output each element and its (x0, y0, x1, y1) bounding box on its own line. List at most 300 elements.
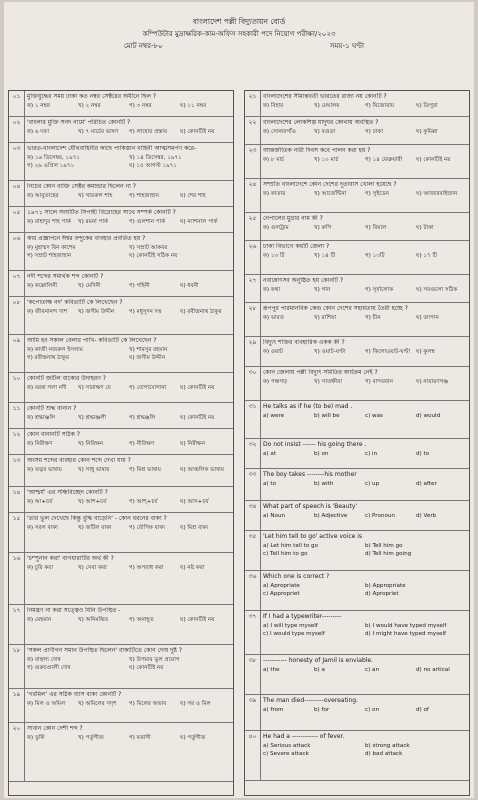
answer-option: c) an (365, 667, 380, 673)
answer-options (27, 192, 231, 200)
question-item (245, 117, 469, 145)
answer-options (27, 128, 231, 136)
question-number: ৩৯ (245, 695, 261, 730)
question-stem: কোনটি জটিল বাক্যের উদাহরণ ? (27, 375, 106, 382)
answer-option: খ) উপমার ভুল প্রয়োগ (129, 657, 180, 663)
answer-option: খ) আর্জেন্টিনা (314, 191, 347, 197)
question-stem: বাংলাদেশের সীমান্তবর্তী ভারতের রাজ্য নয় কোনটি ? (263, 93, 387, 100)
question-number: ০৩ (9, 143, 25, 180)
question-number: ১৮ (9, 645, 25, 688)
answer-option: গ) লাহোর প্রস্তাব (129, 129, 168, 135)
answer-option: গ) মধুসূদন দত্ত (129, 309, 162, 315)
answer-option: ঘ) নষ্ট করা (180, 565, 205, 571)
answer-option: ঘ) নারায়ণগঞ্জ (416, 379, 449, 385)
answer-option: ঘ) জাপান (416, 315, 439, 321)
question-stem: নদী শব্দের সমার্থক শব্দ কোনটি ? (27, 273, 104, 280)
answer-options (27, 384, 231, 392)
question-item (245, 401, 469, 439)
answer-option: খ) বগুড়া (314, 129, 336, 135)
answer-option: c) Pronoun (365, 513, 395, 519)
answer-option: গ) নীরিক্ষণ (129, 441, 155, 447)
answer-options (263, 450, 467, 458)
answer-option: ক) চুরি করা (27, 565, 53, 571)
answer-option: ঘ) আস+চর্য (180, 499, 209, 505)
answer-option: ক) মুহাম্মদ বিন কাশেম (27, 245, 76, 251)
question-stem: সাবান কোন দেশী শব্দ ? (27, 725, 83, 732)
question-item (245, 91, 469, 117)
answer-options (263, 542, 467, 558)
exam-paper (4, 2, 474, 798)
question-stem: কোন বানানটি সঠিক ? (27, 431, 80, 438)
question-number: ২৮ (245, 303, 261, 336)
answer-option: d) of (416, 707, 429, 713)
answer-options (263, 378, 467, 386)
answer-options (27, 564, 231, 572)
answer-option: a) to (263, 481, 277, 487)
answer-options (263, 742, 467, 758)
question-number: ৩৫ (245, 531, 261, 570)
question-number: ১১ (9, 403, 25, 428)
answer-option: ক) মেহমান (27, 617, 52, 623)
question-number: ৩১ (245, 401, 261, 438)
question-number: ১০ (9, 373, 25, 402)
answer-option: খ) অমিলের সদৃশ (78, 701, 117, 707)
answer-option: ঘ) সবগুলো সঠিক (416, 287, 458, 293)
answer-options (27, 466, 231, 474)
answer-option: ক) ১ নম্বর (27, 103, 50, 109)
question-item (245, 439, 469, 469)
answer-option: ঘ) টাকা (416, 225, 434, 231)
answer-option: b) strong attack (365, 743, 410, 749)
board-name: বাংলাদেশ পল্লী বিদ্যুতায়ন বোর্ড (192, 17, 286, 26)
answer-options (27, 308, 231, 316)
question-item (245, 337, 469, 367)
answer-option: a) from (263, 707, 284, 713)
answer-option: গ) অনাহূত (129, 617, 154, 623)
answer-option: ক) তুর্কি (27, 735, 45, 741)
question-number: ১৯ (9, 689, 25, 722)
answer-option: b) a (314, 667, 325, 673)
answer-option: গ) যৌগিক বাক্য (129, 525, 165, 531)
answer-options (263, 666, 467, 674)
question-number: ৩৩ (245, 469, 261, 500)
question-stem: 'কপোতাক্ষ নদ' কবিতাটি কে লিখেছেন ? (27, 299, 123, 306)
answer-option: ঘ) আজারবাইজান (416, 191, 458, 197)
answer-option: ঘ) ১৫ আগস্ট ১৯৭১ (129, 163, 178, 169)
answer-option: d) after (416, 481, 437, 487)
answer-options (27, 734, 231, 742)
answer-options (263, 102, 467, 110)
answer-options (27, 524, 231, 532)
question-number: ২০ (9, 723, 25, 781)
question-number: ২৬ (245, 241, 261, 274)
question-stem: Do not insist ------ his going there . (263, 441, 367, 448)
question-number: ৩২ (245, 439, 261, 468)
answer-option: খ) জসীম উদ্দীন (78, 309, 115, 315)
answer-option: খ) খায়রুল শাহ (78, 193, 113, 199)
answer-option: খ) জটিল বাক্য (78, 525, 112, 531)
answer-option: গ) মিলের অভাব (129, 701, 167, 707)
answer-option: ক) কাতার (263, 191, 286, 197)
question-item (245, 655, 469, 695)
answer-option: d) I might have typed myself (365, 631, 446, 637)
answer-option: d) Tell him going (365, 551, 412, 557)
question-stem: নবান্নোৎসব অনুষ্ঠিত হয় কোনটি ? (263, 277, 344, 284)
question-stem: ----------- honesty of Jamil is enviable. (263, 657, 374, 664)
answer-option: b) for (314, 707, 330, 713)
answer-options (263, 286, 467, 294)
answer-option: ক) কল্লোলিনী (27, 283, 58, 289)
question-number: ২১ (245, 91, 261, 116)
question-column-left (8, 90, 234, 796)
answer-options (27, 616, 231, 624)
question-number: ৪০ (245, 731, 261, 780)
answer-option: খ) অনিমন্ত্রিত (78, 617, 109, 623)
answer-option: c) Tell him to go (263, 551, 308, 557)
question-stem: Which one is correct ? (263, 573, 330, 580)
answer-option: খ) ২ নম্বর (78, 103, 101, 109)
answer-option: ঘ) আঞ্চলিক ভাষায় (180, 467, 225, 473)
question-stem: বিদ্যুৎ শক্তির ব্যবহারিক একক কী ? (263, 339, 345, 346)
question-item (245, 241, 469, 275)
answer-option: c) on (365, 707, 380, 713)
question-stem: নিমন্ত্রণ না করা সত্ত্বেও যিনি উপস্থিত - (27, 607, 121, 614)
question-number: ০৮ (9, 297, 25, 334)
answer-options (263, 622, 467, 638)
answer-option: ক) জীবনানন্দ দাশ (27, 309, 68, 315)
question-stem: What part of speech is 'Beauty' (263, 503, 358, 510)
answer-option: খ) গান (314, 287, 331, 293)
answer-options (263, 412, 467, 420)
answer-option: ঘ) কোনটিই নয় (416, 157, 451, 163)
answer-option: খ) শামসুর রহমান (129, 347, 168, 353)
question-item (245, 275, 469, 303)
question-item (9, 373, 233, 403)
question-number: ০৭ (9, 271, 25, 296)
question-item (9, 271, 233, 297)
answer-option: a) Serious attack (263, 743, 311, 749)
total-marks: মোট নম্বর-৮০ (124, 42, 163, 50)
answer-option: ঘ) ১১ নম্বর (180, 103, 207, 109)
question-number: ২৪ (245, 179, 261, 212)
question-number: ১৫ (9, 513, 25, 552)
question-item (245, 731, 469, 781)
answer-option: ঘ) নিরীক্ষন (180, 441, 205, 447)
answer-options (263, 480, 467, 488)
answer-option: ক) ১৬ ডিসেম্বর, ১৯৭১ (27, 155, 81, 161)
answer-option: গ) ফরাসী (129, 735, 151, 741)
answer-options (263, 128, 467, 136)
answer-option: a) were (263, 413, 285, 419)
answer-option: ক) ভারত (263, 315, 284, 321)
question-number: ১৬ (9, 553, 25, 604)
question-item (9, 233, 233, 271)
question-item (9, 455, 233, 487)
question-stem: বাংলাদেশের লোকশিল্প যাদুঘর কোথায় অবস্থিত ? (263, 119, 379, 126)
question-item (245, 571, 469, 611)
answer-option: ক) শ্রদ্ধাঞ্জলি (27, 415, 56, 421)
question-item (245, 367, 469, 401)
answer-option: d) Apropriet (365, 591, 399, 597)
answer-option: ঘ) ধবনী (180, 283, 199, 289)
answer-option: d) no artical (416, 667, 450, 673)
answer-option: খ) ১৪ ডিসেম্বর, ১৯৭১ (129, 155, 182, 161)
answer-option: b) Adjective (314, 513, 348, 519)
answer-option: গ) গহিনী (129, 283, 150, 289)
question-number: ২৯ (245, 337, 261, 366)
answer-option: ঘ) গর ও মিল (180, 701, 211, 707)
question-number: ০৫ (9, 207, 25, 232)
answer-option: ঘ) ১৭ টি (416, 253, 438, 259)
answer-option: গ) সুইডেন (365, 191, 389, 197)
question-stem: আমি হব সকাল বেলার পাখি- কবিতাটি কে লিখেছেন ? (27, 337, 157, 344)
question-item (245, 469, 469, 501)
question-item (9, 689, 233, 723)
question-column-right (244, 90, 470, 796)
answer-option: খ) পর্তুগীজ (78, 735, 104, 741)
question-number: ০৪ (9, 181, 25, 206)
question-item (9, 487, 233, 513)
question-number: ১৪ (9, 487, 25, 512)
question-number: ১৩ (9, 455, 25, 486)
answer-options (27, 440, 231, 448)
answer-option: ক) বরষা গলা নদী (27, 385, 67, 391)
answer-option: গ) ১৩টি (365, 253, 385, 259)
answer-option: গ) অপরাধ করা (129, 565, 164, 571)
answer-option: গ) চীন (365, 315, 381, 321)
answer-option: খ) নিরিক্ষন (78, 441, 104, 447)
question-number: ১৭ (9, 605, 25, 644)
question-item (245, 531, 469, 571)
answer-options (27, 102, 231, 110)
answer-option: c) Severe attack (263, 751, 309, 757)
question-stem: রূপপুর পারমানবিক কেন্দ্র কোন দেশের সহায়তায় তৈরী হচ্ছে ? (263, 305, 408, 312)
question-number: ২২ (245, 117, 261, 144)
answer-option: গ) আশ্+চর্য (129, 499, 158, 505)
answer-option: ঘ) রবীন্দ্রনাথ ঠাকুর (180, 309, 222, 315)
answer-option: ঘ) কোনটিই নয় (129, 665, 164, 671)
answer-option: ঘ) কোনটিই নয় (180, 129, 215, 135)
answer-option: ঘ) ত্রিপুরা (416, 103, 438, 109)
answer-options (27, 154, 231, 170)
answer-option: গ) শাহজাহান (129, 193, 160, 199)
answer-options (263, 190, 467, 198)
question-number: ০১ (9, 91, 25, 116)
question-stem: মুক্তিযুদ্ধের সময় ঢাকা কত নম্বর সেক্টরের অধীনে ছিল ? (27, 93, 157, 100)
question-number: ০৬ (9, 233, 25, 270)
question-item (9, 403, 233, 429)
answer-option: c) was (365, 413, 383, 419)
answer-option: b) Tell him go (365, 543, 403, 549)
answer-option: খ) মেদিনী (78, 283, 101, 289)
answer-option: ক) সোনারগাঁও (263, 129, 296, 135)
question-stem: 'তার ভুল দেখেছে কিন্তু বুদ্ধি বাড়েনি' - কোন ধরনের বাক্য ? (27, 515, 167, 522)
answer-option: ক) কথা (263, 287, 281, 293)
answer-option: ক) বাহুল্য দোষ (27, 657, 61, 663)
exam-meta (4, 40, 474, 52)
answer-option: খ) রাশিয়া (314, 315, 337, 321)
answer-option: গ) ৩ নম্বর (129, 103, 152, 109)
question-item (9, 143, 233, 181)
answer-option: খ) শ্রদ্ধাঞ্জলী (78, 415, 106, 421)
question-stem: নিচের কোন ব্যক্তি সেক্টর কমান্ডার ছিলেন না ? (27, 183, 136, 190)
answer-options (27, 414, 231, 422)
question-stem: আন্তর্জাতিক নারী দিবস কবে পালন করা হয় ? (263, 147, 371, 154)
answer-option: গ) মিশ্র ভাষায় (129, 467, 161, 473)
answer-options (263, 348, 467, 356)
question-stem: The boy takes --------his mother (263, 471, 357, 478)
answer-option: ক) নিরীক্ষণ (27, 441, 53, 447)
answer-option: ক) সরল বাক্য (27, 525, 58, 531)
question-stem: ঢাকা বিভাগে কয়টি জেলা ? (263, 243, 330, 250)
question-number: ৩০ (245, 367, 261, 400)
answer-option: b) Appropriate (365, 583, 406, 589)
answer-option: ক) আবুতাহের (27, 193, 59, 199)
question-number: ২৩ (245, 145, 261, 178)
answer-option: খ) আশ+চর্য (78, 499, 107, 505)
answer-option: গ) কিলোওয়াট-ঘণ্টা (365, 349, 410, 355)
answer-option: খ) সাতক্ষীরা (314, 379, 342, 385)
question-item (9, 553, 233, 605)
answer-option: d) Verb (416, 513, 437, 519)
answer-options (263, 512, 467, 520)
question-stem: নেপালের মুদ্রার নাম কী ? (263, 215, 323, 222)
answer-option: ক) পঞ্চগড় (263, 379, 288, 385)
question-stem: ভারত-বাংলাদেশ যৌথবাহিনীর কাছে পাকিস্তান বাহিনী আত্মসমর্পণ করে- (27, 145, 197, 152)
question-number: ০৯ (9, 335, 25, 372)
answer-option: গ) ঢাকা (365, 129, 383, 135)
answer-option: গ) রবীন্দ্রনাথ ঠাকুর (27, 355, 69, 361)
answer-option: d) would (416, 413, 441, 419)
question-item (9, 605, 233, 645)
answer-option: খ) রমনা পার্ক (78, 219, 108, 225)
answer-option: ঘ) কোনটিই নয় (180, 415, 215, 421)
answer-option: গ) ১৪ ফেব্রুয়ারী (365, 157, 403, 163)
question-item (9, 335, 233, 373)
answer-option: ঘ) কুমিল্লা (416, 129, 438, 135)
question-stem: 'গরমিল' এর সঠিক ব্যাস বাক্য কোনটি ? (27, 691, 122, 698)
answer-option: ক) গুলট্রাম (263, 225, 289, 231)
question-item (245, 145, 469, 179)
question-stem: 'আশ্চর্য' এর সন্ধিবিচ্ছেদ কোনটি ? (27, 489, 108, 496)
answer-option: গ) গুলশান পার্ক (129, 219, 166, 225)
answer-option: c) in (365, 451, 378, 457)
question-number: ১২ (9, 429, 25, 454)
answer-option: d) bad attack (365, 751, 403, 757)
question-item (9, 181, 233, 207)
answer-option: c) up (365, 481, 380, 487)
answer-option: ঘ) কুলম্ব (416, 349, 435, 355)
answer-option: ক) ১৩ টি (263, 253, 285, 259)
answer-options (27, 218, 231, 226)
time-allowed: সময়-১ ঘণ্টা (329, 42, 364, 50)
answer-option: খ) সাধু ভাষায় (78, 467, 110, 473)
answer-option: a) at (263, 451, 277, 457)
answer-options (263, 314, 467, 322)
answer-option: খ) ১০ মার্চ (314, 157, 339, 163)
answer-option: ঘ) কোনটিই নয় (180, 385, 215, 391)
question-stem: 'বাংলার মুক্তি সনদ নামে' পরিচিত কোনটি ? (27, 119, 131, 126)
answer-option: ঘ) মিশ্র বাক্য (180, 525, 209, 531)
answer-option: গ) মিজোরাম (365, 103, 395, 109)
answer-option: a) Apropriate (263, 583, 300, 589)
question-item (245, 213, 469, 241)
question-item (9, 513, 233, 553)
answer-option: গ) সূর্যালোক (365, 287, 394, 293)
answer-options (263, 706, 467, 714)
answer-option: ক) ওয়াট (263, 349, 283, 355)
answer-option: c) Appropriet (263, 591, 300, 597)
answer-options (27, 346, 231, 362)
exam-title: কম্পিউটার মুদ্রাক্ষরিক-কাম-অফিস সহকারী পদে নিয়োগ পরীক্ষা/২০২৩ (142, 30, 336, 38)
question-stem: ১৯৭১ সালে সংঘটিত সিপাহী বিদ্রোহের সাথে সম্পর্ক কোনটি ? (27, 209, 176, 216)
answer-option: ক) ৮ মার্চ (263, 157, 285, 163)
answer-option: ঘ) কোনটিই সঠিক নয় (129, 253, 178, 259)
question-number: ৩৭ (245, 611, 261, 654)
question-item (245, 501, 469, 531)
question-stem: সম্প্রতি বাংলাদেশে কোন দেশের দূতাবাস খোলা হয়েছে ? (263, 181, 397, 188)
question-stem: কোন জেলায় পল্লী বিদ্যুৎ সমিতির কার্যক্রম নেই ? (263, 369, 378, 376)
answer-option: ঘ) কোনটিই নয় (180, 617, 215, 623)
exam-header (4, 2, 474, 90)
question-item (9, 91, 233, 117)
question-number: ৩৪ (245, 501, 261, 530)
answer-option: গ) যোগাযোগানা (129, 385, 167, 391)
answer-option: ক) মিল ও অমিল (27, 701, 66, 707)
answer-option: a) I will type myself (263, 623, 318, 629)
answer-options (263, 156, 467, 164)
question-item (245, 303, 469, 337)
answer-options (263, 224, 467, 232)
question-number: ০২ (9, 117, 25, 142)
answer-option: ক) ৬ দফা (27, 129, 49, 135)
answer-option: গ) সম্রাট শাহজাহান (27, 253, 72, 259)
answer-option: ক) বিহার (263, 103, 284, 109)
answer-options (27, 282, 231, 290)
question-stem: 'সকল প্রাণীগন সমান উপস্থিত ছিলেন' বাক্যটিতে কোন দোষ দুষ্ট ? (27, 647, 182, 654)
question-item (245, 179, 469, 213)
question-item (9, 645, 233, 689)
question-item (245, 695, 469, 731)
question-item (9, 429, 233, 455)
answer-option: a) Let him tell to go (263, 543, 319, 549)
question-item (9, 723, 233, 782)
answer-option: গ) রিয়াল (365, 225, 387, 231)
answer-options (27, 700, 231, 708)
answer-option: গ) বান্দরবান (365, 379, 394, 385)
question-item (245, 611, 469, 655)
answer-option: খ) রুপি (314, 225, 332, 231)
answer-options (263, 582, 467, 598)
question-item (9, 207, 233, 233)
question-stem: The man died---------overeating. (263, 697, 359, 704)
answer-option: ক) বাহাদুর শাহ পার্ক (27, 219, 71, 225)
question-stem: He talks as if he (to be) mad . (263, 403, 353, 410)
question-stem: কোনটি শুদ্ধ বানান ? (27, 405, 77, 412)
answer-option: a) Noun (263, 513, 286, 519)
answer-options (263, 252, 467, 260)
question-stem: 'চম্পুনান করা' বাগধারাটির অর্থ কী ? (27, 555, 114, 562)
answer-option: খ) ১৪ টি (314, 253, 336, 259)
question-stem: অংসম শব্দের ব্যবহার কোন শব্দে দেখা যায় ? (27, 457, 131, 464)
answer-option: d) to (416, 451, 430, 457)
answer-option: b) will be (314, 413, 340, 419)
answer-option: গ) শ্রদ্ধঞ্জলি (129, 415, 156, 421)
answer-option: b) I would have typed myself (365, 623, 447, 629)
answer-option: খ) মেঘালয় (314, 103, 340, 109)
answer-option: ক) তদ্ভব ভাষায় (27, 467, 62, 473)
question-item (9, 117, 233, 143)
